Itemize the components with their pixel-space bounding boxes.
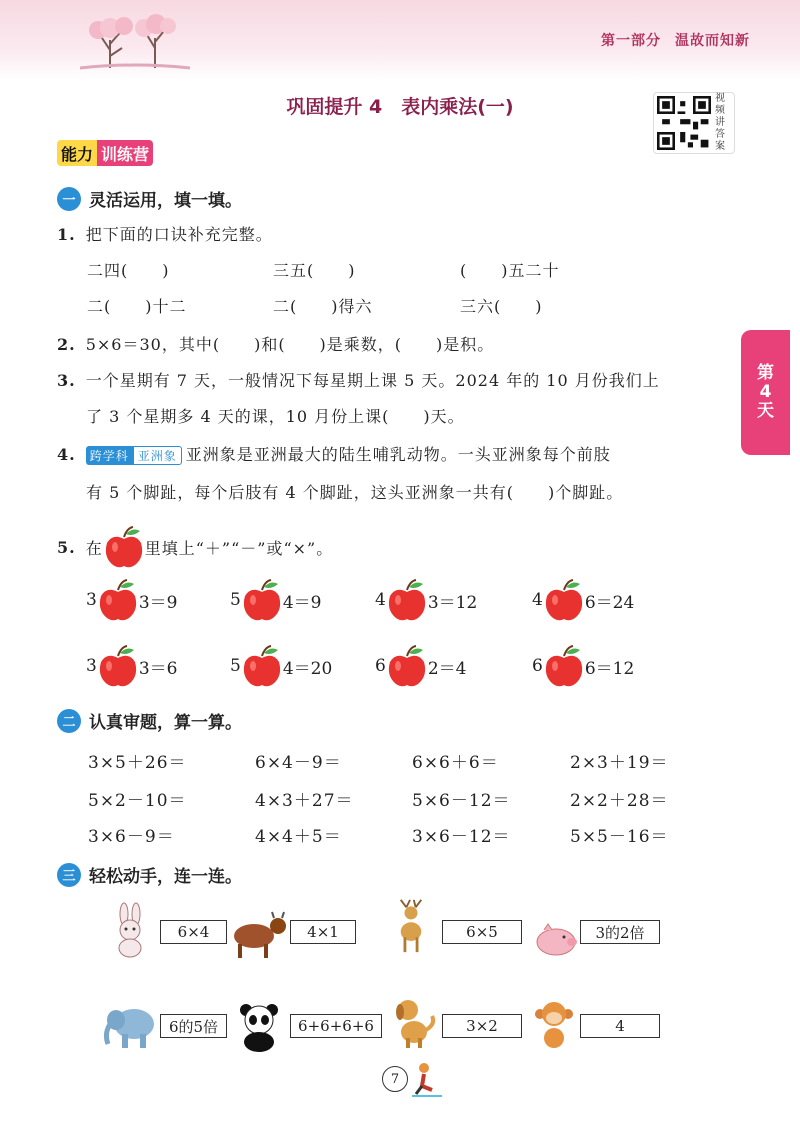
apple-icon[interactable] bbox=[241, 644, 283, 688]
section2-number: 二 bbox=[57, 709, 81, 733]
operand-a: 4 bbox=[375, 590, 386, 610]
calc-2-2[interactable]: 4×3＋27＝ bbox=[255, 791, 354, 811]
q1-text: 把下面的口诀补充完整。 bbox=[85, 225, 273, 244]
section1-title: 灵活运用，填一填。 bbox=[89, 191, 242, 211]
pig-icon bbox=[530, 912, 580, 968]
q2-line[interactable] bbox=[57, 332, 494, 355]
q5-line bbox=[57, 525, 333, 569]
section2-heading bbox=[57, 708, 242, 733]
qr-code-icon bbox=[657, 96, 711, 150]
elephant-icon bbox=[102, 996, 158, 1052]
match-box-2-3[interactable]: 3×2 bbox=[442, 1014, 522, 1038]
header-part: 第一部分 bbox=[601, 33, 661, 49]
calc-2-3[interactable]: 5×6－12＝ bbox=[412, 791, 511, 811]
apple-icon bbox=[103, 525, 145, 569]
header-section-label bbox=[601, 30, 750, 50]
q1-blank-2[interactable]: 三五( ) bbox=[273, 261, 356, 280]
section2-title: 认真审题，算一算。 bbox=[89, 713, 242, 733]
rabbit-icon bbox=[106, 902, 156, 958]
calc-1-2[interactable]: 6×4－9＝ bbox=[255, 753, 342, 773]
operand-b: 2＝4 bbox=[427, 658, 467, 679]
q1-blank-3[interactable]: ( )五二十 bbox=[460, 261, 560, 280]
match-box-1-4[interactable]: 3的2倍 bbox=[580, 920, 660, 944]
operand-b: 3＝9 bbox=[138, 592, 178, 613]
q3-number: 3. bbox=[57, 371, 76, 390]
ability-badge bbox=[57, 140, 153, 166]
page-number: 7 bbox=[382, 1066, 408, 1092]
q1-line bbox=[57, 222, 273, 245]
q5-pre: 在 bbox=[85, 538, 103, 558]
q4-text-1: 亚洲象是亚洲最大的陆生哺乳动物。一头亚洲象每个前肢 bbox=[185, 445, 611, 464]
section3-heading bbox=[57, 862, 242, 887]
operand-b: 4＝9 bbox=[282, 592, 322, 613]
cherry-blossom-illustration bbox=[80, 10, 190, 70]
day-tab-line2: 4 bbox=[759, 382, 772, 402]
match-box-1-1[interactable]: 6×4 bbox=[160, 920, 227, 944]
q4-line-1 bbox=[57, 442, 611, 465]
panda-icon bbox=[234, 998, 284, 1054]
calc-1-3[interactable]: 6×6＋6＝ bbox=[412, 753, 499, 773]
operand-b: 4＝20 bbox=[282, 658, 333, 679]
q5-post: 里填上“＋”“－”或“×”。 bbox=[144, 538, 334, 558]
badge-left: 能力 bbox=[57, 140, 97, 166]
dog-icon bbox=[388, 994, 438, 1050]
badge-right: 训练营 bbox=[97, 140, 153, 166]
q1-blank-4[interactable]: 二( )十二 bbox=[87, 297, 187, 316]
q1-blank-6[interactable]: 三六( ) bbox=[460, 297, 543, 316]
q1-blank-1[interactable]: 二四( ) bbox=[87, 261, 170, 280]
apple-equation-6[interactable] bbox=[230, 644, 332, 688]
apple-equation-1[interactable] bbox=[86, 578, 177, 622]
day-tab-line3: 天 bbox=[757, 401, 774, 421]
section3-title: 轻松动手，连一连。 bbox=[89, 867, 242, 887]
qr-label: 视频讲答案 bbox=[715, 93, 725, 152]
q1-number: 1. bbox=[57, 225, 76, 244]
q4-text-2[interactable]: 有 5 个脚趾，每个后肢有 4 个脚趾，这头亚洲象一共有( )个脚趾。 bbox=[86, 483, 624, 502]
operand-a: 6 bbox=[532, 656, 543, 676]
apple-equation-8[interactable] bbox=[532, 644, 634, 688]
section1-heading bbox=[57, 186, 242, 211]
apple-icon[interactable] bbox=[97, 578, 139, 622]
operand-b: 6＝12 bbox=[584, 658, 635, 679]
calc-3-1[interactable]: 3×6－9＝ bbox=[88, 827, 175, 847]
apple-equation-3[interactable] bbox=[375, 578, 477, 622]
apple-equation-5[interactable] bbox=[86, 644, 177, 688]
apple-icon[interactable] bbox=[543, 644, 585, 688]
q1-blank-5[interactable]: 二( )得六 bbox=[273, 297, 373, 316]
calc-1-1[interactable]: 3×5＋26＝ bbox=[88, 753, 187, 773]
match-box-1-2[interactable]: 4×1 bbox=[290, 920, 356, 944]
qr-code-block[interactable] bbox=[653, 92, 735, 154]
day-side-tab bbox=[741, 330, 790, 455]
q4-number: 4. bbox=[57, 445, 76, 464]
apple-icon[interactable] bbox=[386, 644, 428, 688]
page-title: 巩固提升 4 表内乘法(一) bbox=[286, 96, 514, 118]
operand-a: 5 bbox=[230, 656, 241, 676]
apple-equation-7[interactable] bbox=[375, 644, 466, 688]
header-subtitle: 温故而知新 bbox=[675, 33, 750, 49]
q3-text-1: 一个星期有 7 天，一般情况下每星期上课 5 天。2024 年的 10 月份我们上 bbox=[85, 371, 660, 390]
apple-icon[interactable] bbox=[386, 578, 428, 622]
section1-number: 一 bbox=[57, 187, 81, 211]
q2-text: 5×6＝30，其中( )和( )是乘数，( )是积。 bbox=[85, 335, 495, 354]
match-box-2-2[interactable]: 6+6+6+6 bbox=[290, 1014, 382, 1038]
q3-line-1 bbox=[57, 368, 660, 391]
operand-a: 6 bbox=[375, 656, 386, 676]
q5-number: 5. bbox=[57, 537, 76, 557]
deer-icon bbox=[386, 898, 436, 954]
calc-3-3[interactable]: 3×6－12＝ bbox=[412, 827, 511, 847]
apple-equation-4[interactable] bbox=[532, 578, 634, 622]
operand-a: 5 bbox=[230, 590, 241, 610]
apple-icon[interactable] bbox=[97, 644, 139, 688]
asian-elephant-tag: 亚洲象 bbox=[133, 446, 182, 465]
apple-equation-2[interactable] bbox=[230, 578, 321, 622]
q2-number: 2. bbox=[57, 335, 76, 354]
calc-1-4[interactable]: 2×3＋19＝ bbox=[570, 753, 669, 773]
calc-2-1[interactable]: 5×2－10＝ bbox=[88, 791, 187, 811]
operand-a: 3 bbox=[86, 656, 97, 676]
apple-icon[interactable] bbox=[543, 578, 585, 622]
section3-number: 三 bbox=[57, 863, 81, 887]
operand-a: 3 bbox=[86, 590, 97, 610]
calc-2-4[interactable]: 2×2＋28＝ bbox=[570, 791, 669, 811]
skater-icon bbox=[408, 1060, 448, 1100]
apple-icon[interactable] bbox=[241, 578, 283, 622]
cross-subject-tag: 跨学科 bbox=[86, 446, 133, 465]
operand-a: 4 bbox=[532, 590, 543, 610]
operand-b: 3＝6 bbox=[138, 658, 178, 679]
q3-text-2[interactable]: 了 3 个星期多 4 天的课，10 月份上课( )天。 bbox=[86, 407, 465, 426]
match-box-1-3[interactable]: 6×5 bbox=[442, 920, 522, 944]
operand-b: 6＝24 bbox=[584, 592, 635, 613]
match-box-2-1[interactable]: 6的5倍 bbox=[160, 1014, 227, 1038]
match-box-2-4[interactable]: 4 bbox=[580, 1014, 660, 1038]
calc-3-2[interactable]: 4×4＋5＝ bbox=[255, 827, 342, 847]
operand-b: 3＝12 bbox=[427, 592, 478, 613]
day-tab-line1: 第 bbox=[757, 363, 774, 383]
ox-icon bbox=[230, 904, 288, 960]
monkey-icon bbox=[530, 996, 580, 1052]
calc-3-4[interactable]: 5×5－16＝ bbox=[570, 827, 669, 847]
